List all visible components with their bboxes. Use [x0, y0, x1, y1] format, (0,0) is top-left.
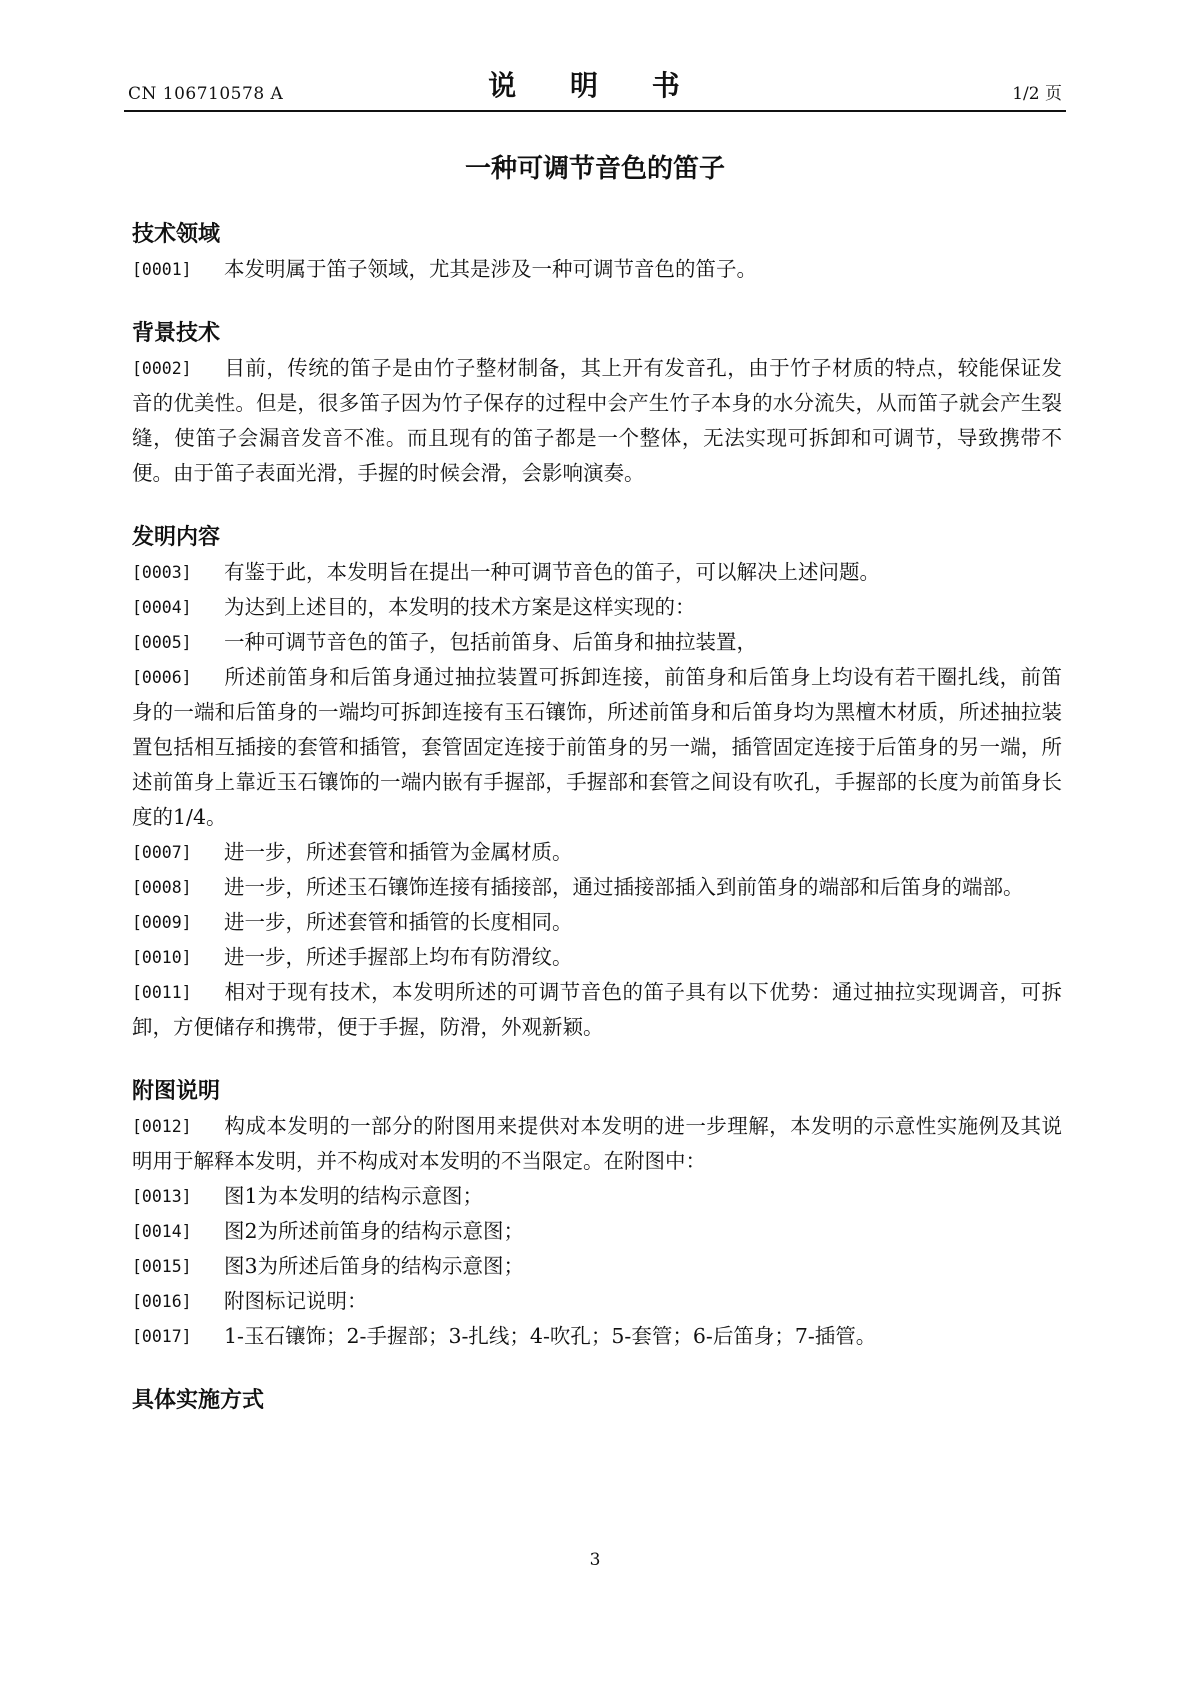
paragraph-text: 进一步，所述手握部上均布有防滑纹。 — [224, 945, 573, 969]
document-type: 说 明 书 — [488, 69, 702, 102]
paragraph — [132, 252, 1062, 287]
paragraph-text: 进一步，所述套管和插管为金属材质。 — [224, 840, 573, 864]
paragraph-number: [0008] — [132, 878, 192, 897]
paragraph-text: 图3为所述后笛身的结构示意图； — [224, 1254, 525, 1278]
paragraph-number: [0005] — [132, 633, 192, 652]
paragraph — [132, 940, 1062, 975]
paragraph-number: [0014] — [132, 1222, 192, 1241]
paragraph — [132, 975, 1062, 1045]
document-body — [132, 218, 1062, 1418]
paragraph-number: [0017] — [132, 1327, 192, 1346]
paragraph-number: [0001] — [132, 260, 192, 279]
paragraph — [132, 351, 1062, 491]
paragraph-number: [0003] — [132, 563, 192, 582]
paragraph-number: [0015] — [132, 1257, 192, 1276]
page-indicator: 1/2 页 — [1012, 84, 1062, 104]
paragraph — [132, 660, 1062, 835]
paragraph-number: [0002] — [132, 359, 192, 378]
paragraph — [132, 1214, 1062, 1249]
paragraph-text: 相对于现有技术，本发明所述的可调节音色的笛子具有以下优势：通过抽拉实现调音，可拆卸，方便储存和携带，便于手握，防滑，外观新颖。 — [132, 980, 1062, 1039]
paragraph-number: [0004] — [132, 598, 192, 617]
patent-number: CN 106710578 A — [128, 84, 284, 104]
paragraph-number: [0011] — [132, 983, 192, 1002]
paragraph-text: 附图标记说明： — [224, 1289, 368, 1313]
paragraph — [132, 835, 1062, 870]
section-heading: 具体实施方式 — [132, 1388, 265, 1413]
paragraph — [132, 1249, 1062, 1284]
paragraph-text: 进一步，所述套管和插管的长度相同。 — [224, 910, 573, 934]
paragraph — [132, 555, 1062, 590]
page-header — [124, 60, 1066, 112]
paragraph-text: 图1为本发明的结构示意图； — [224, 1184, 484, 1208]
paragraph-number: [0012] — [132, 1117, 192, 1136]
paragraph-text: 一种可调节音色的笛子，包括前笛身、后笛身和抽拉装置， — [224, 630, 757, 654]
paragraph-text: 有鉴于此，本发明旨在提出一种可调节音色的笛子，可以解决上述问题。 — [224, 560, 880, 584]
paragraph-text: 构成本发明的一部分的附图用来提供对本发明的进一步理解，本发明的示意性实施例及其说明用于解释本发明，并不构成对本发明的不当限定。在附图中： — [132, 1114, 1062, 1173]
page-number: 3 — [589, 1550, 601, 1570]
paragraph-text: 图2为所述前笛身的结构示意图； — [224, 1219, 525, 1243]
document-title: 一种可调节音色的笛子 — [464, 154, 725, 184]
paragraph — [132, 590, 1062, 625]
paragraph-text: 目前，传统的笛子是由竹子整材制备，其上开有发音孔，由于竹子材质的特点，较能保证发音的优美性。但是，很多笛子因为竹子保存的过程中会产生竹子本身的水分流失，从而笛子就会产生裂缝，使笛子会漏音发音不准。而且现有的笛子都是一个整体，无法实现可拆卸和可调节，导致携带不便。由于笛子表面光滑，手握的时候会滑，会影响演奏。 — [132, 356, 1062, 485]
paragraph — [132, 905, 1062, 940]
paragraph-text: 1-玉石镶饰；2-手握部；3-扎线；4-吹孔；5-套管；6-后笛身；7-插管。 — [224, 1324, 877, 1348]
paragraph-number: [0006] — [132, 668, 192, 687]
paragraph-text: 为达到上述目的，本发明的技术方案是这样实现的： — [224, 595, 696, 619]
paragraph — [132, 1109, 1062, 1179]
paragraph-number: [0009] — [132, 913, 192, 932]
paragraph-text: 所述前笛身和后笛身通过抽拉装置可拆卸连接，前笛身和后笛身上均设有若干圈扎线，前笛身的一端和后笛身的一端均可拆卸连接有玉石镶饰，所述前笛身和后笛身均为黑檀木材质，所述抽拉装置包括相互插接的套管和插管，套管固定连接于前笛身的另一端，插管固定连接于后笛身的另一端，所述前笛身上靠近玉石镶饰的一端内嵌有手握部，手握部和套管之间设有吹孔，手握部的长度为前笛身长度的1/4。 — [132, 665, 1062, 829]
paragraph-text: 进一步，所述玉石镶饰连接有插接部，通过插接部插入到前笛身的端部和后笛身的端部。 — [224, 875, 1024, 899]
paragraph — [132, 625, 1062, 660]
paragraph-number: [0016] — [132, 1292, 192, 1311]
paragraph — [132, 1284, 1062, 1319]
paragraph — [132, 870, 1062, 905]
paragraph-number: [0013] — [132, 1187, 192, 1206]
section-heading: 技术领域 — [132, 222, 221, 247]
paragraph-text: 本发明属于笛子领域，尤其是涉及一种可调节音色的笛子。 — [224, 257, 757, 281]
section-heading: 发明内容 — [132, 525, 221, 550]
paragraph-number: [0010] — [132, 948, 192, 967]
paragraph — [132, 1319, 1062, 1354]
paragraph — [132, 1179, 1062, 1214]
section-heading: 背景技术 — [132, 321, 221, 346]
section-heading: 附图说明 — [132, 1079, 221, 1104]
paragraph-number: [0007] — [132, 843, 192, 862]
